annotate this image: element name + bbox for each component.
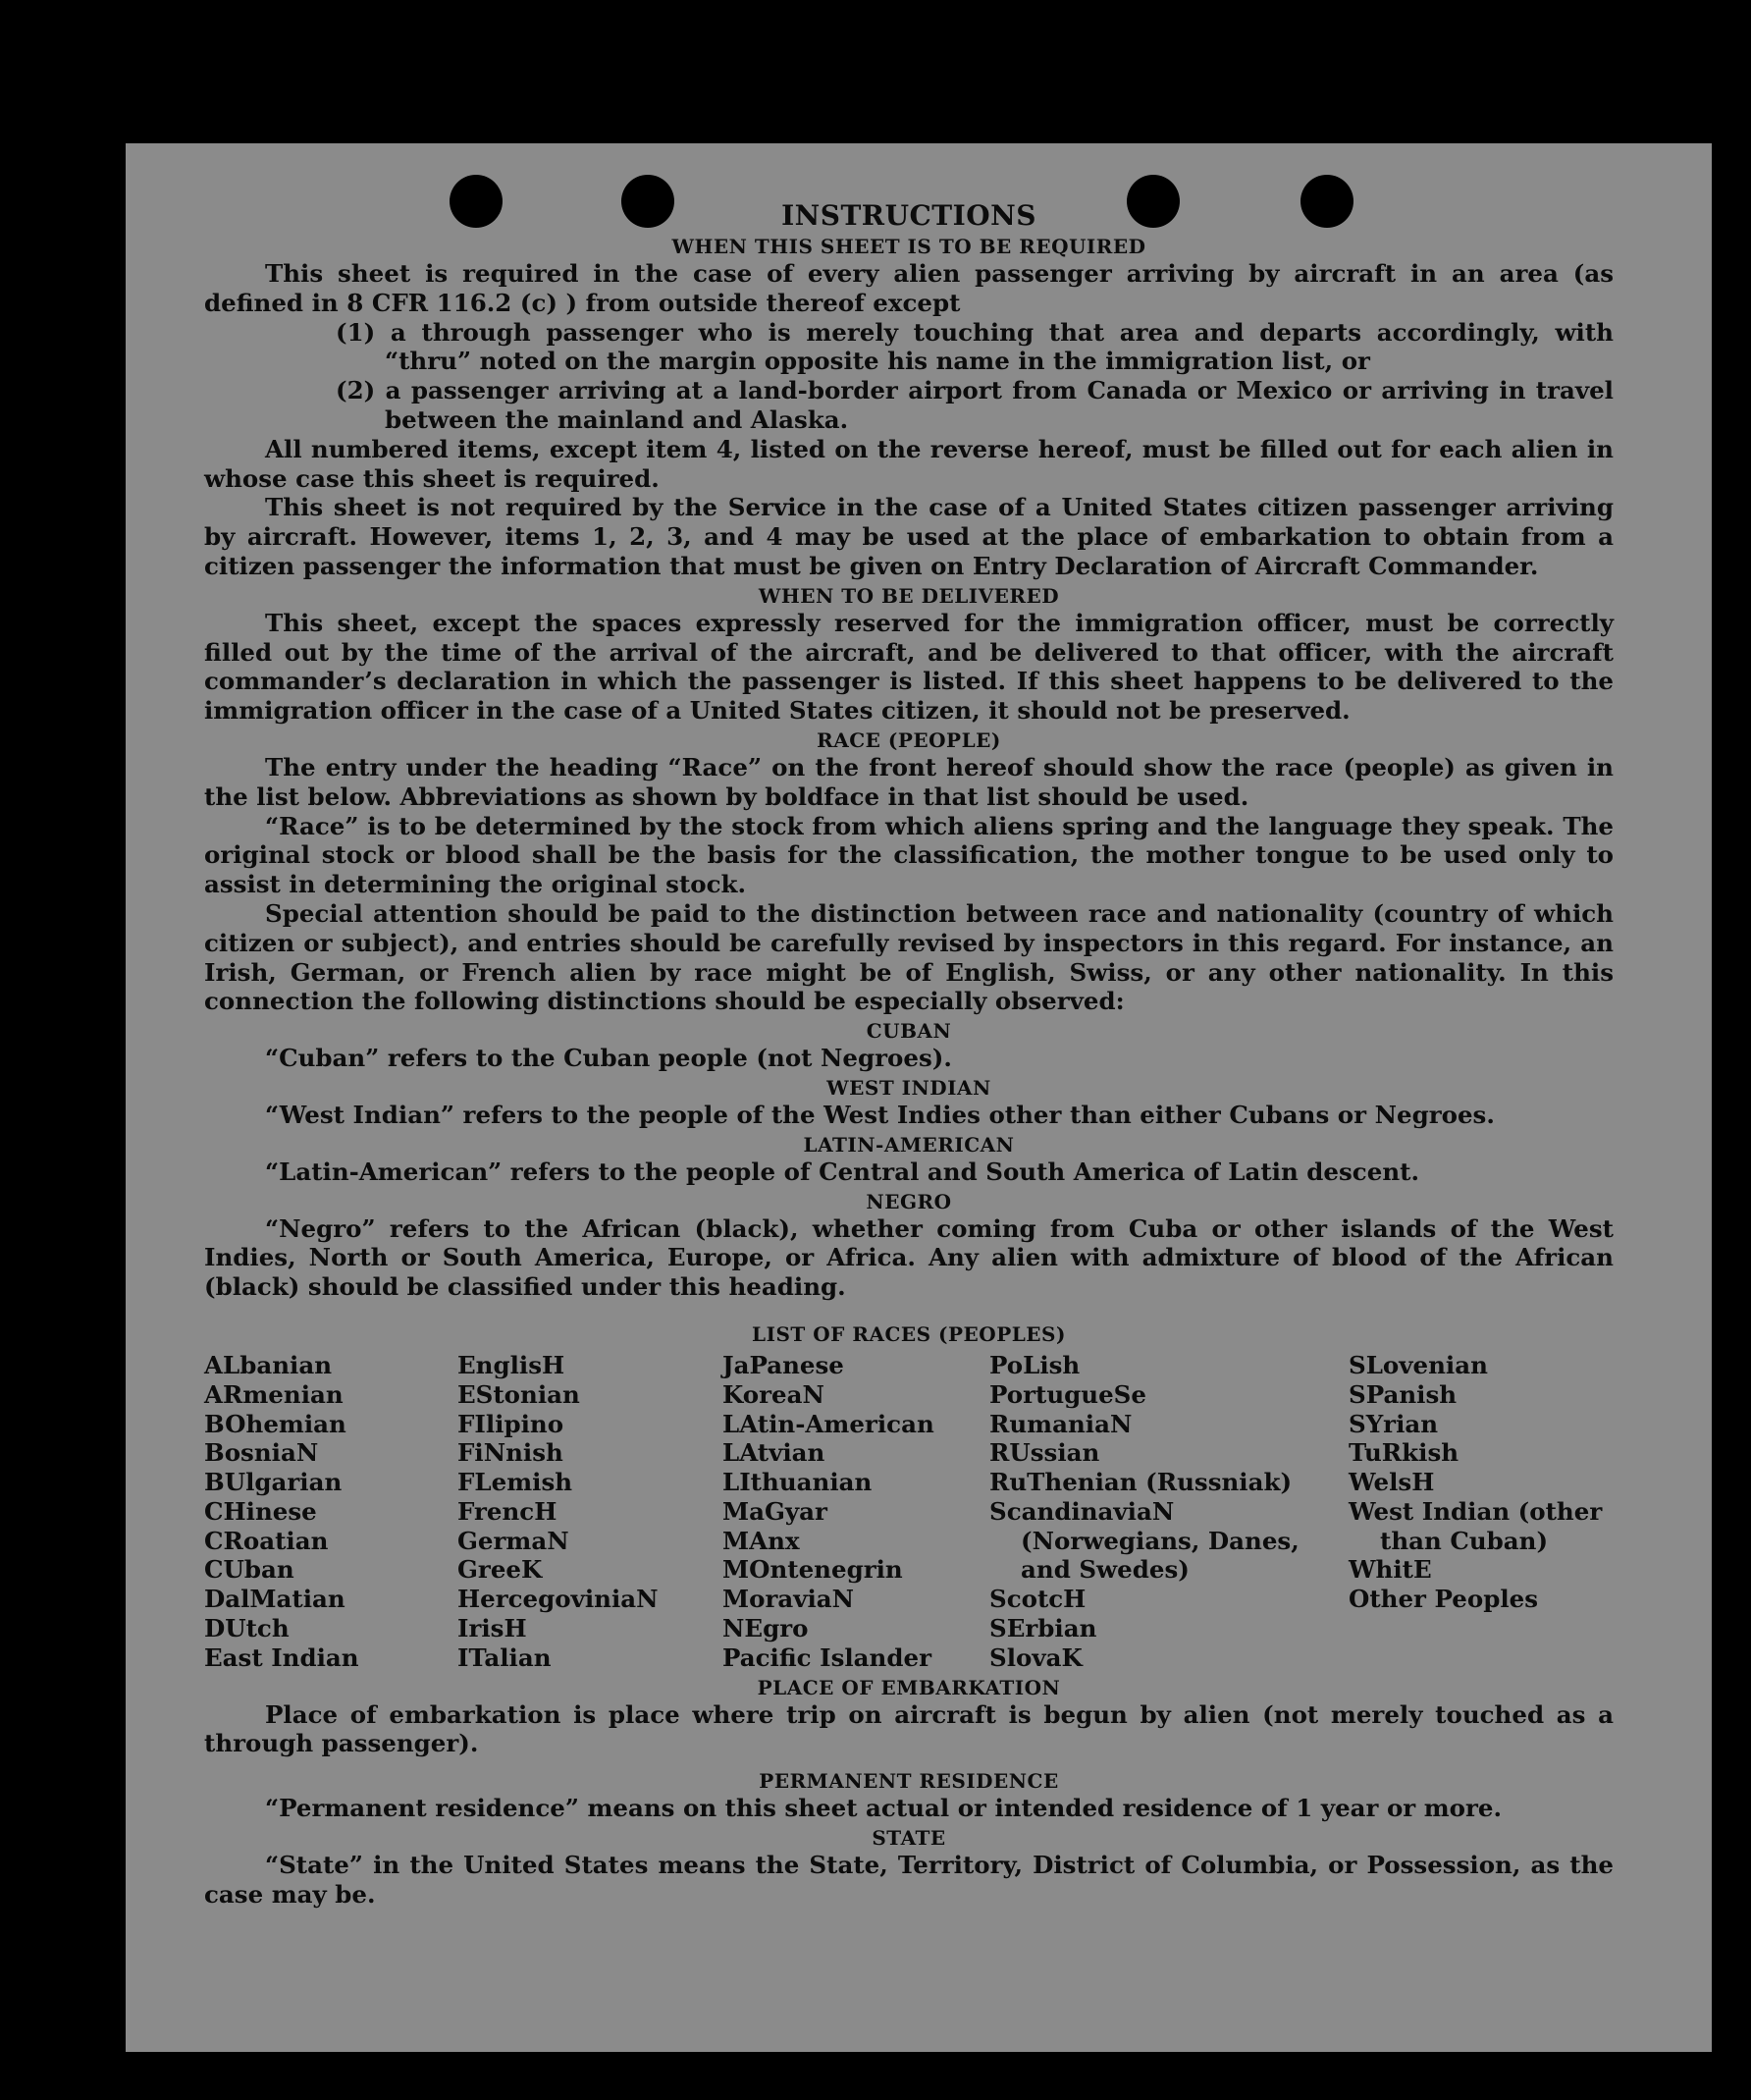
race-entry: SPanish xyxy=(1349,1379,1458,1409)
race-entry: FIlipino xyxy=(457,1409,564,1438)
race-entry: EStonian xyxy=(457,1379,580,1409)
paragraph: “West Indian” refers to the people of the West Indies other than either Cubans or Negroes. xyxy=(265,1100,1495,1129)
race-entry: CHinese xyxy=(204,1496,317,1526)
race-entry: PortugueSe xyxy=(989,1379,1146,1409)
race-entry: SLovenian xyxy=(1349,1350,1488,1379)
race-entry: DalMatian xyxy=(204,1585,345,1614)
race-entry: LAtin-American xyxy=(722,1409,934,1438)
heading-cuban: CUBAN xyxy=(866,1019,952,1044)
race-entry: FLemish xyxy=(457,1468,573,1497)
races-column-2 xyxy=(457,1351,722,1673)
races-column-5 xyxy=(1349,1351,1614,1673)
race-entry: ScandinaviaN (Norwegians, Danes, and Swedes) xyxy=(989,1496,1300,1585)
paragraph: “State” in the United States means the State, Territory, District of Columbia, or Possession, as the case may be. xyxy=(204,1851,1614,1909)
paragraph: “Permanent residence” means on this sheet actual or intended residence of 1 year or more. xyxy=(265,1794,1503,1823)
race-entry: DUtch xyxy=(204,1614,290,1643)
race-entry: JaPanese xyxy=(722,1350,844,1379)
race-entry: HercegoviniaN xyxy=(457,1585,659,1614)
race-entry: NEgro xyxy=(722,1614,809,1643)
paragraph: “Latin-American” refers to the people of Central and South America of Latin descent. xyxy=(265,1157,1419,1186)
race-entry: SlovaK xyxy=(989,1642,1083,1672)
punch-hole xyxy=(450,175,503,228)
race-entry: EnglisH xyxy=(457,1350,565,1379)
race-entry: TuRkish xyxy=(1349,1438,1459,1468)
race-entry: Pacific Islander xyxy=(722,1642,931,1672)
race-entry: RUssian xyxy=(989,1438,1100,1468)
race-entry: KoreaN xyxy=(722,1379,824,1409)
race-entry: MOntenegrin xyxy=(722,1555,903,1585)
punch-hole xyxy=(621,175,674,228)
race-entry: MAnx xyxy=(722,1526,800,1555)
heading-state: STATE xyxy=(872,1826,946,1851)
race-entry: BUlgarian xyxy=(204,1468,343,1497)
races-column-4 xyxy=(989,1351,1349,1673)
race-entry: IrisH xyxy=(457,1614,527,1643)
race-entry: ALbanian xyxy=(204,1350,333,1379)
heading-delivered: WHEN TO BE DELIVERED xyxy=(758,583,1060,608)
race-entry: ITalian xyxy=(457,1642,552,1672)
heading-races-list: LIST OF RACES (PEOPLES) xyxy=(752,1321,1066,1346)
race-entry: ScotcH xyxy=(989,1585,1087,1614)
race-entry: MaGyar xyxy=(722,1496,827,1526)
paragraph: This sheet is required in the case of every alien passenger arriving by aircraft in an area (as defined in 8 CFR 116.2 (c) ) from outside thereof except xyxy=(204,259,1614,317)
race-entry: ARmenian xyxy=(204,1379,344,1409)
punch-hole xyxy=(1127,175,1180,228)
paragraph: This sheet is not required by the Service in the case of a United States citizen passenger arriving by aircraft. However, items 1, 2, 3, and 4 may be used at the place of embarkation to obtain from a citizen passenger the information that must be given on Entry Declaration of Aircraft Commander. xyxy=(204,493,1614,580)
race-entry: CRoatian xyxy=(204,1526,329,1555)
list-item: (1) a through passenger who is merely touching that area and departs accordingly, with “thru” noted on the margin opposite his name in the immigration list, or xyxy=(336,317,1614,376)
list-item: (2) a passenger arriving at a land-border airport from Canada or Mexico or arriving in travel between the mainland and Alaska. xyxy=(336,376,1614,434)
race-entry: West Indian (other than Cuban) xyxy=(1349,1496,1603,1555)
races-table xyxy=(204,1351,1614,1673)
race-entry: FiNnish xyxy=(457,1438,563,1468)
heading-required: WHEN THIS SHEET IS TO BE REQUIRED xyxy=(671,235,1146,258)
race-entry: LAtvian xyxy=(722,1438,825,1468)
race-entry: SErbian xyxy=(989,1614,1097,1643)
heading-residence: PERMANENT RESIDENCE xyxy=(759,1769,1059,1794)
paragraph: All numbered items, except item 4, listed on the reverse hereof, must be filled out for each alien in whose case this sheet is required. xyxy=(204,434,1614,493)
paragraph: Place of embarkation is place where trip on aircraft is begun by alien (not merely touched as a through passenger). xyxy=(204,1699,1614,1758)
race-entry: GermaN xyxy=(457,1526,569,1555)
paragraph: The entry under the heading “Race” on the front hereof should show the race (people) as given in the list below. Abbreviations as shown by boldface in that list should be used. xyxy=(204,752,1614,811)
race-entry: BosniaN xyxy=(204,1438,319,1468)
race-entry: WhitE xyxy=(1349,1555,1432,1585)
race-entry: PoLish xyxy=(989,1350,1081,1379)
heading-west-indian: WEST INDIAN xyxy=(826,1075,991,1100)
race-entry: LIthuanian xyxy=(722,1468,873,1497)
page-title: INSTRUCTIONS xyxy=(781,199,1036,232)
heading-latin-american: LATIN-AMERICAN xyxy=(803,1132,1015,1157)
punch-hole xyxy=(1300,175,1353,228)
race-entry: CUban xyxy=(204,1555,294,1585)
document-sheet xyxy=(126,143,1712,2052)
race-entry: BOhemian xyxy=(204,1409,346,1438)
paragraph: Special attention should be paid to the distinction between race and nationality (country of which citizen or subject), and entries should be carefully revised by inspectors in this regard. For instance, an Irish, German, or French alien by race might be of English, Swiss, or any other nationality. In this connection the following distinctions should be especially observed: xyxy=(204,898,1614,1016)
heading-embarkation: PLACE OF EMBARKATION xyxy=(757,1675,1061,1699)
paragraph: “Cuban” refers to the Cuban people (not Negroes). xyxy=(265,1044,952,1073)
paragraph: This sheet, except the spaces expressly reserved for the immigration officer, must be correctly filled out by the time of the arrival of the aircraft, and be delivered to that officer, with the aircraft commander’s declaration in which the passenger is listed. If this sheet happens to be delivered to the immigration officer in the case of a United States citizen, it should not be preserved. xyxy=(204,608,1614,726)
paragraph: “Negro” refers to the African (black), whether coming from Cuba or other islands of the West Indies, North or South America, Europe, or Africa. Any alien with admixture of blood of the African (black) should be classified under this heading. xyxy=(204,1213,1614,1302)
heading-negro: NEGRO xyxy=(866,1189,952,1213)
race-entry: East Indian xyxy=(204,1642,359,1672)
paragraph: “Race” is to be determined by the stock from which aliens spring and the language they speak. The original stock or blood shall be the basis for the classification, the mother tongue to be used only to assist in determining the original stock. xyxy=(204,811,1614,899)
races-column-1 xyxy=(204,1351,457,1673)
race-entry: WelsH xyxy=(1349,1468,1435,1497)
race-entry: SYrian xyxy=(1349,1409,1439,1438)
race-entry: RumaniaN xyxy=(989,1409,1133,1438)
race-entry: FrencH xyxy=(457,1496,557,1526)
heading-race: RACE (PEOPLE) xyxy=(817,727,1001,752)
race-entry: Other Peoples xyxy=(1349,1585,1539,1614)
race-entry: GreeK xyxy=(457,1555,543,1585)
races-column-3 xyxy=(722,1351,989,1673)
race-entry: MoraviaN xyxy=(722,1585,855,1614)
race-entry: RuThenian (Russniak) xyxy=(989,1468,1293,1497)
